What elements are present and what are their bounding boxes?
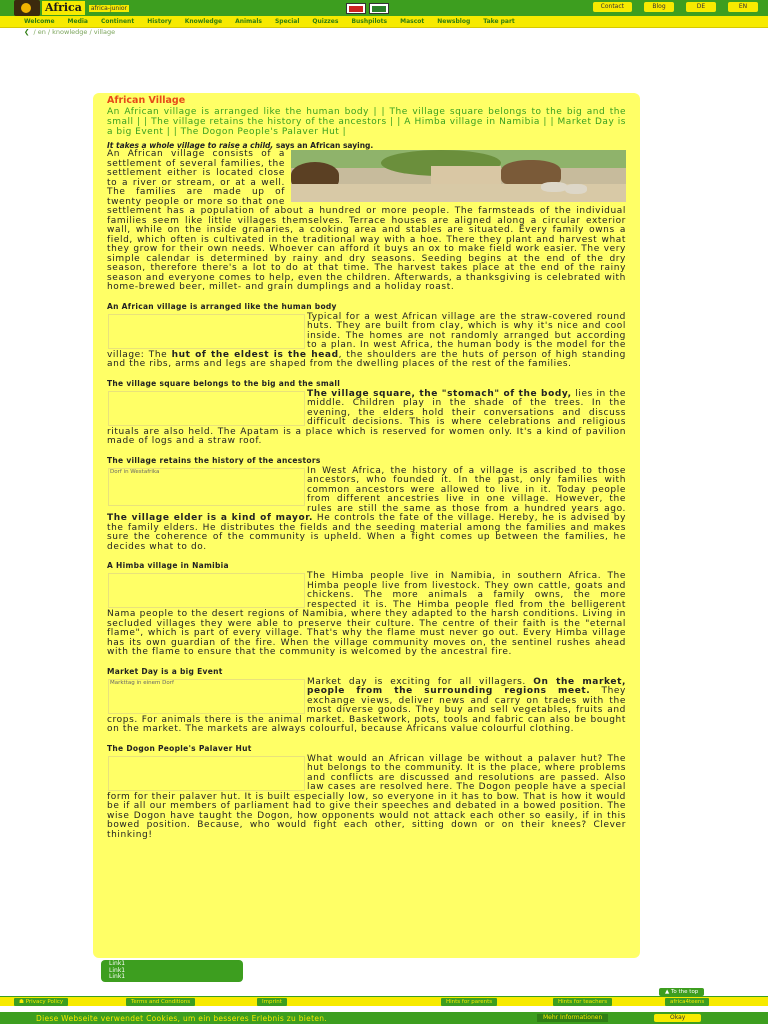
nav-item-take-part[interactable]: Take part (483, 18, 515, 25)
site-logo[interactable] (14, 0, 129, 16)
logo-text: Africa (42, 1, 85, 15)
table-of-contents[interactable]: An African village is arranged like the human body | | The village square belongs to the big and the small | | The village retains the history of the ancestors | | A Himba village in Namibia | | Market Day is a big Event | | The Dogon People's Palaver Hut | (107, 107, 626, 137)
section-heading: Market Day is a big Event (107, 666, 223, 676)
blog-button[interactable]: Blog (644, 2, 674, 12)
intro-quote-rest: says an African saying. (273, 141, 374, 150)
section-image-placeholder (108, 573, 305, 608)
section-image-placeholder: Markttag in einem Dorf (108, 679, 305, 714)
footer-bar (0, 996, 768, 1006)
contact-button[interactable]: Contact (593, 2, 632, 12)
section-image-placeholder (108, 391, 305, 426)
section-paragraph: The village square, the "stomach" of the body, lies in the middle. Children play in the shade of the trees. In the evening, the elders hold their conversations and discuss difficult decisions. This is where celebrations and religious rituals are also held. The Apatam is a place which is reserved for women only. It's a kind of pavilion made of logs and a straw roof. (107, 388, 627, 446)
breadcrumb (24, 28, 115, 36)
back-arrow-icon[interactable]: ❮ (24, 28, 30, 36)
hints-teachers-link[interactable]: Hints for teachers (553, 998, 612, 1006)
cookie-ok-button[interactable]: Okay (654, 1014, 701, 1022)
link-item[interactable]: Link1 (109, 960, 126, 967)
intro-paragraph: An African village consists of a settlement of several families, the settlement either is located close to a river or stream, or at a well. The families are made up of twenty people or more so that one settlement has a population of about a hundred or more people. The farmsteads of the individual families seem like little villages themselves. Terrace houses are aligned along a circular exterior wall, while on the inside granaries, a cooking area and stables are situated. Every family owns a field, which often is cultivated in the traditional way with a hoe. There they plant and harvest what they grow for their own needs. Whoever can afford it buys an ox to make field work easier. The very simple calendar is determined by rainy and dry seasons. Seeding begins at the end of the dry season, therefore there's a lot to do at that time. The harvest takes place at the end of the rainy season and everyone comes to help, even the children. Afterwards, a thanksgiving is celebrated with home-brewed beer, millet- and grain dumplings and a holiday roast. (107, 149, 626, 292)
header-buttons (593, 2, 758, 12)
section-heading: The village retains the history of the ancestors (107, 455, 321, 465)
section-image-placeholder (108, 314, 305, 349)
cookie-banner (0, 1012, 768, 1024)
africa-emblem-icon (14, 0, 40, 16)
main-nav (0, 16, 768, 28)
terms-link[interactable]: Terms and Conditions (126, 998, 195, 1006)
nav-item-mascot[interactable]: Mascot (400, 18, 425, 25)
hints-parents-link[interactable]: Hints for parents (441, 998, 497, 1006)
intro-quote-italic: It takes a whole village to raise a child, (107, 141, 274, 150)
home-icon: ☗ (19, 999, 26, 1005)
section-image-placeholder (108, 756, 305, 791)
nav-item-knowledge[interactable]: Knowledge (184, 18, 223, 25)
section-paragraph: What would an African village be without a palaver hut? The hut belongs to the community. It is the place, where problems and conflicts are discussed and resolutions are passed. Also law cases are resolved here. The Dogon people have a special form for their palaver hut. It is built especially low, so everyone in it has to bow. That is how it would be if all our members of parliament had to give their speeches and debated in a bowed position. The wise Dogon have taught the Dogon, how opponents would not attack each other so easily, if in this bowed position. Because, who would fight each other, sitting down or on their knees? Clever thinking! (107, 753, 626, 840)
nav-item-welcome[interactable]: Welcome (24, 18, 55, 25)
section-paragraph: Typical for a west African village are the straw-covered round huts. They are built from clay, which is why it's nice and cool inside. The homes are not randomly arranged but according to a plan. In west Africa, the human body is the model for the village: The hut of the eldest is the head, the shoulders are the huts of person of high standing and the ribs, arms and legs are shaped from the dwelling places of the rest of the families. (107, 311, 626, 369)
cookie-more-info-button[interactable]: Mehr Informationen (537, 1014, 608, 1022)
privacy-policy-link[interactable]: ☗ Privacy Policy (14, 998, 68, 1006)
link-item[interactable]: Link1 (109, 973, 126, 980)
nav-item-special[interactable]: Special (274, 18, 300, 25)
nav-item-media[interactable]: Media (67, 18, 88, 25)
logo-subtitle: africa-junior (90, 4, 128, 12)
africa4teens-link[interactable]: africa4teens (665, 998, 709, 1006)
link-box (101, 960, 243, 982)
section-paragraph: Market day is exciting for all villagers. On the market, people from the surrounding regions meet. They exchange views, deliver news and carry on trades with the most diverse goods. They buy and sell vegetables, fruits and crops. For animals there is the animal market. Basketwork, pots, tools and fabric can also be bought on the market. The markets are always colourful, because Africans value colourful clothing. (107, 676, 626, 734)
section-heading: The village square belongs to the big and the small (107, 378, 341, 388)
header-bar (0, 0, 768, 16)
section-paragraph: The Himba people live in Namibia, in southern Africa. The Himba people live from livestock. They own cattle, goats and chickens. The more animals a family owns, the more respected it is. The Himba people fled from the belligerent Nama people to the desert regions of Namibia, where they adapted to the harsh conditions. Living in secluded villages they were able to preserve their culture. The centre of their faith is the "eternal flame", which is part of every village. That's why the flame must never go out. Every Himba village has its own guardian of the fire. When the village community moves on, the sentinel rushes ahead with the flame to ensure that the community is welcomed by the ancestral fire. (107, 571, 626, 657)
nav-item-continent[interactable]: Continent (100, 18, 135, 25)
lang-en-button[interactable]: EN (728, 2, 758, 12)
nav-item-history[interactable]: History (147, 18, 172, 25)
section-paragraph: In West Africa, the history of a village is ascribed to those ancestors, who founded it. In the past, only families with common ancestors were allowed to live in it. Today people from different ancestries live in one village. However, the rules are still the same as those from a hundred years ago. The village elder is a kind of mayor. He controls the fate of the village. Hereby, he is advised by the family elders. He distributes the fields and the seeding material among the families and makes sure the coherence of the community is upheld. When a fight comes up between the families, he decides what to do. (107, 465, 626, 552)
nav-item-animals[interactable]: Animals (235, 18, 262, 25)
to-top-button[interactable]: ▲ To the top (659, 988, 704, 996)
link-item[interactable]: Link1 (109, 966, 126, 974)
section-image-placeholder: Dorf in Westafrika (108, 468, 305, 506)
article-card (93, 93, 640, 958)
cookie-text: Diese Webseite verwendet Cookies, um ein besseres Erlebnis zu bieten. (36, 1013, 327, 1023)
section-heading: An African village is arranged like the human body (107, 301, 337, 311)
header-center-icons (346, 3, 389, 14)
lang-de-button[interactable]: DE (686, 2, 716, 12)
imprint-link[interactable]: Imprint (257, 998, 287, 1006)
flag-icon[interactable] (346, 3, 366, 14)
breadcrumb-path[interactable]: / en / knowledge / village (33, 28, 116, 36)
nav-item-newsblog[interactable]: Newsblog (437, 18, 471, 25)
section-heading: A Himba village in Namibia (107, 561, 229, 570)
nav-item-quizzes[interactable]: Quizzes (312, 18, 339, 25)
section-heading: The Dogon People's Palaver Hut (107, 743, 252, 753)
page-title: African Village (107, 95, 186, 106)
map-icon[interactable] (369, 3, 389, 14)
village-photo (291, 150, 626, 202)
nav-item-bushpilots[interactable]: Bushpilots (351, 18, 388, 25)
